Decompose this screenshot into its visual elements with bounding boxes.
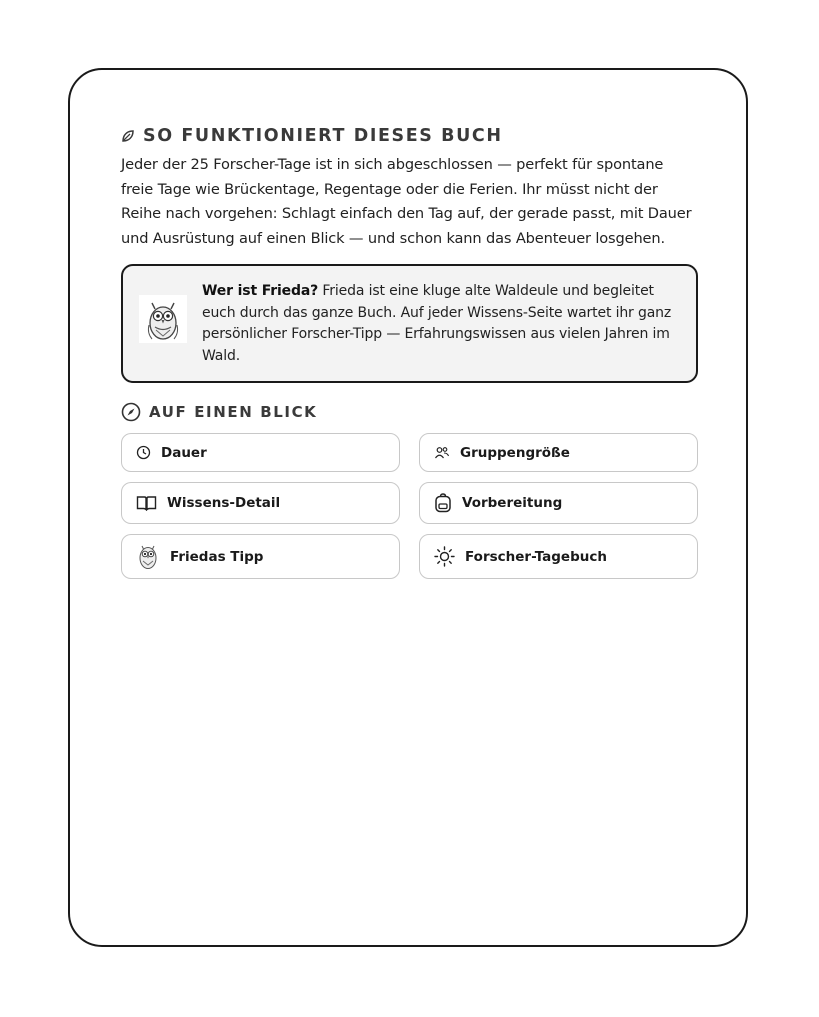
legend-item-research-diary: [419, 534, 698, 579]
frieda-callout: [121, 264, 698, 383]
section-heading-at-a-glance: [121, 401, 698, 423]
sun-icon: [434, 546, 455, 567]
legend-item-label: Friedas Tipp: [170, 548, 264, 565]
section-heading-text: SO FUNKTIONIERT DIESES BUCH: [143, 126, 503, 146]
page-content: [121, 124, 698, 579]
leaf-icon: [121, 129, 135, 143]
compass-icon: [121, 402, 141, 422]
legend-item-label: Vorbereitung: [462, 495, 563, 511]
book-icon: [136, 495, 157, 511]
people-icon: [434, 446, 450, 460]
section-heading-how-it-works: [121, 124, 698, 148]
legend-item-group-size: [419, 433, 698, 472]
callout-text: [202, 281, 680, 367]
clock-icon: [136, 445, 151, 460]
backpack-icon: [434, 493, 452, 513]
legend-item-label: Forscher-Tagebuch: [465, 548, 607, 565]
callout-body: Frieda ist eine kluge alte Waldeule und begleitet euch durch das ganze Buch. Auf jeder Wissens-Seite wartet ihr ganz persönlicher Forscher-Tipp — Erfahrungswissen aus vielen Jahren im Wald.: [202, 283, 672, 364]
intro-paragraph: Jeder der 25 Forscher-Tage ist in sich abgeschlossen — perfekt für spontane freie Tage wie Brückentage, Regentage oder die Ferien. Ihr müsst nicht der Reihe nach vorgehen: Schlagt einfach den Tag auf, der gerade passt, mit Dauer und Ausrüstung auf einen Blick — und schon kann das Abenteuer losgehen.: [121, 156, 692, 247]
owl-icon: [136, 544, 160, 570]
legend-item-label: Gruppengröße: [460, 444, 570, 461]
legend-item-duration: [121, 433, 400, 472]
section-heading-text: AUF EINEN BLICK: [149, 403, 318, 421]
legend-item-knowledge: [121, 482, 400, 524]
legend-item-frieda-tip: [121, 534, 400, 579]
legend-item-label: Dauer: [161, 444, 207, 461]
legend-grid: [121, 433, 698, 579]
legend-item-preparation: [419, 482, 698, 524]
legend-item-label: Wissens-Detail: [167, 495, 281, 511]
owl-icon: [139, 295, 187, 343]
callout-lead: Wer ist Frieda?: [202, 283, 319, 299]
